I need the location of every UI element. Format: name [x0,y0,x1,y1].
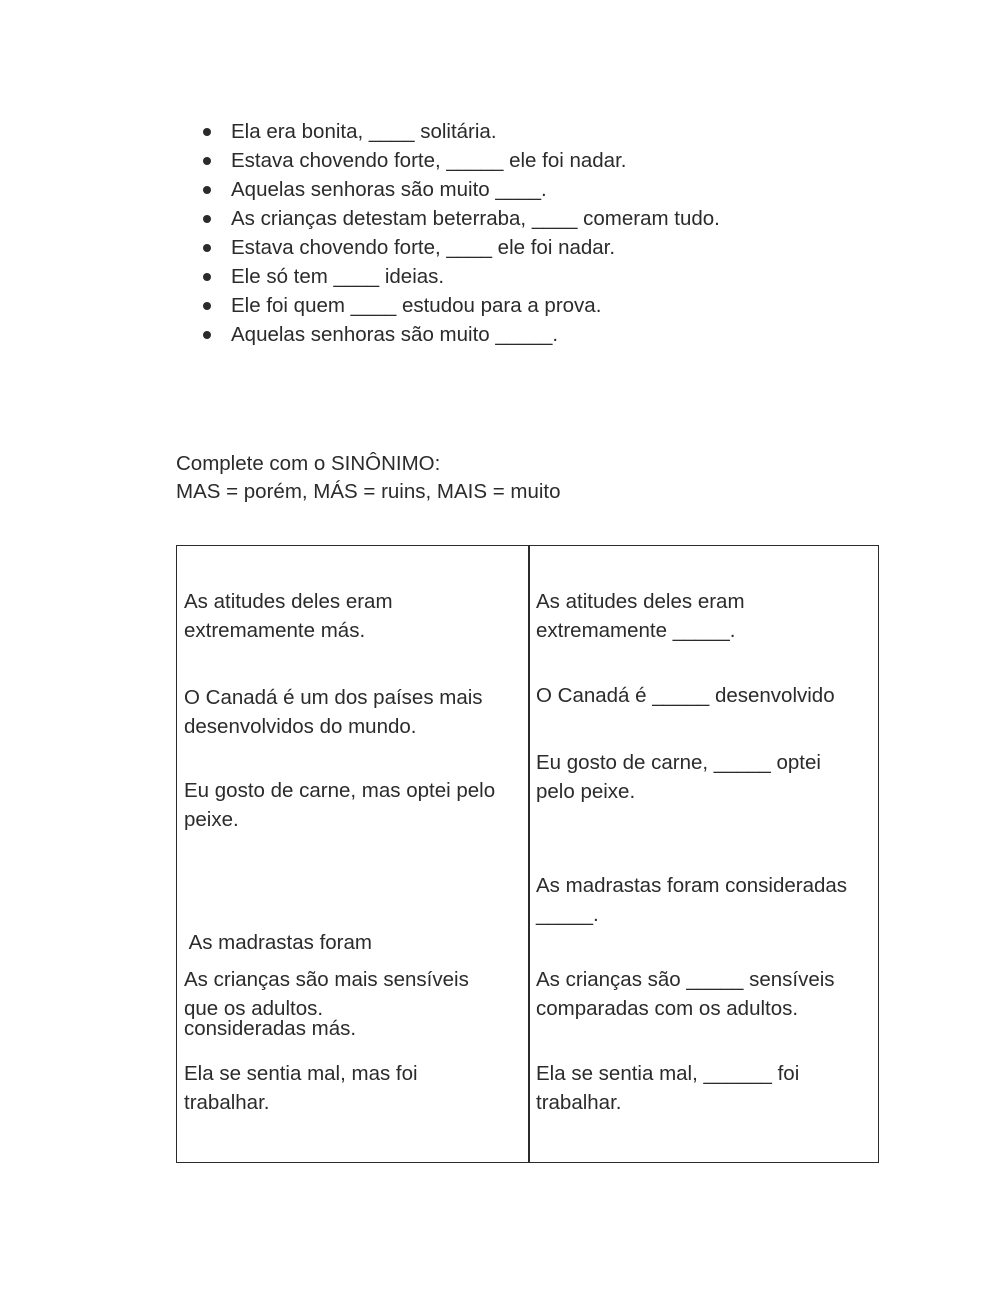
cell-line: extremamente más. [184,618,366,642]
list-item-text: Aquelas senhoras são muito ____. [231,178,547,201]
cell-line: consideradas más. [184,1016,357,1040]
cell-line: extremamente _____. [536,618,736,642]
synonym-key: MAS = porém, MÁS = ruins, MAIS = muito [176,480,561,503]
cell-line: As madrastas foram consideradas [536,874,848,897]
instructions-heading: Complete com o SINÔNIMO: [176,452,441,475]
cell-line: Eu gosto de carne, mas optei pelo [184,779,496,802]
fill-in-sentence [536,966,876,1023]
list-item [200,291,720,320]
original-sentence [184,777,524,834]
exercise-table [176,545,879,1163]
list-item [200,117,720,146]
bullet-icon [203,331,211,339]
cell-line: trabalhar. [184,1090,270,1114]
fill-in-sentence [536,1060,876,1117]
cell-line: O Canadá é _____ desenvolvido [536,684,835,707]
fill-in-sentence [536,749,876,806]
cell-line: As crianças são mais sensíveis [184,968,469,991]
bullet-icon [203,215,211,223]
list-item-text: Estava chovendo forte, ____ ele foi nadar. [231,236,616,259]
list-item-text: Estava chovendo forte, _____ ele foi nadar. [231,149,627,172]
bullet-icon [203,186,211,194]
list-item-text: As crianças detestam beterraba, ____ comeram tudo. [231,207,720,230]
cell-line: comparadas com os adultos. [536,996,799,1020]
original-sentence [184,1060,524,1117]
fill-in-sentence [536,872,876,929]
cell-line: O Canadá é um dos países mais [184,686,483,709]
bullet-icon [203,244,211,252]
list-item [200,320,720,349]
list-item-text: Ele foi quem ____ estudou para a prova. [231,294,602,317]
column-divider [528,546,530,1162]
bullet-icon [203,302,211,310]
cell-line: As atitudes deles eram [536,590,745,613]
cell-line: _____. [536,902,599,926]
cell-line: Ela se sentia mal, mas foi [184,1062,418,1085]
bullet-icon [203,273,211,281]
cell-line: Ela se sentia mal, ______ foi [536,1062,800,1085]
cell-line: desenvolvidos do mundo. [184,714,417,738]
cell-line: pelo peixe. [536,779,636,803]
list-item [200,175,720,204]
bullet-icon [203,128,211,136]
original-sentence [184,684,524,741]
list-item [200,233,720,262]
cell-line: trabalhar. [536,1090,622,1114]
original-sentence [184,588,524,645]
original-sentence [184,966,524,1023]
fill-in-sentence [536,588,876,645]
bullet-icon [203,157,211,165]
cell-line: As madrastas foram [184,931,372,954]
cell-line: peixe. [184,807,239,831]
cell-line: Eu gosto de carne, _____ optei [536,751,821,774]
cell-line: As crianças são _____ sensíveis [536,968,835,991]
instructions [176,450,561,506]
list-item-text: Aquelas senhoras são muito _____. [231,323,559,346]
fill-in-sentence [536,682,876,711]
list-item [200,204,720,233]
list-item-text: Ela era bonita, ____ solitária. [231,120,497,143]
list-item [200,262,720,291]
list-item-text: Ele só tem ____ ideias. [231,265,445,288]
list-item [200,146,720,175]
cell-line: As atitudes deles eram [184,590,393,613]
cell-line: que os adultos. [184,996,324,1020]
sentence-list [200,117,720,349]
